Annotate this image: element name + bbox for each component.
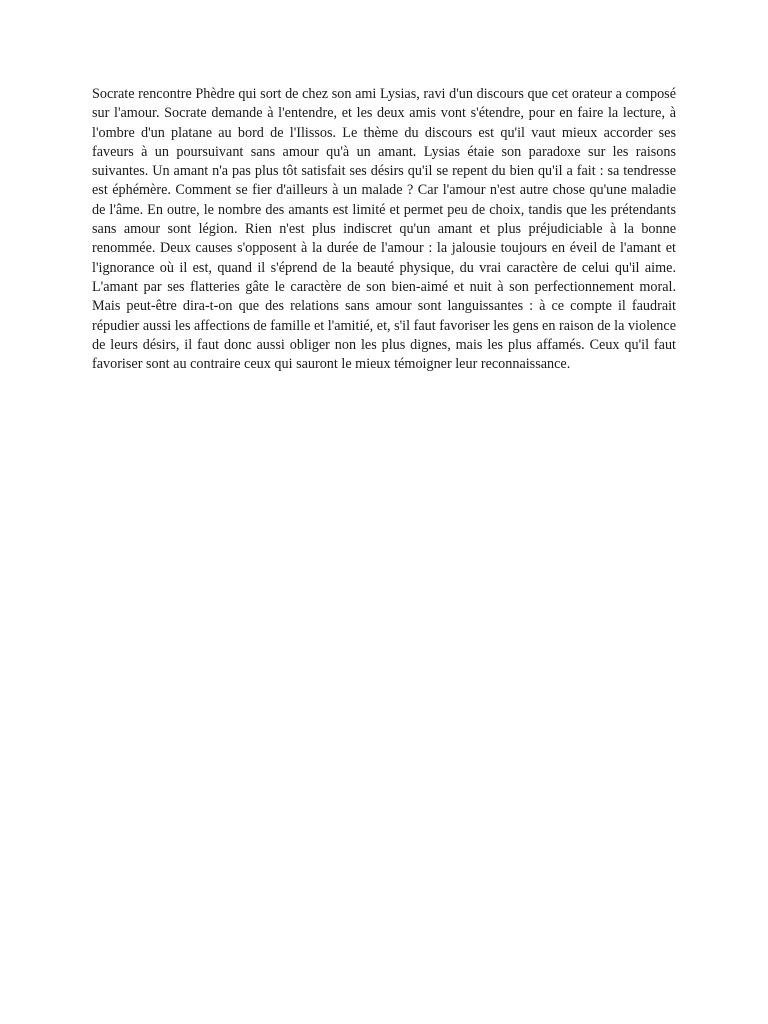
- body-paragraph: Socrate rencontre Phèdre qui sort de chez son ami Lysias, ravi d'un discours que cet orateur a composé sur l'amour. Socrate demande à l'entendre, et les deux amis vont s'étendre, pour en faire la lecture, à l'ombre d'un platane au bord de l'Ilissos. Le thème du discours est qu'il vaut mieux accorder ses faveurs à un poursuivant sans amour qu'à un amant. Lysias étaie son paradoxe sur les raisons suivantes. Un amant n'a pas plus tôt satisfait ses désirs qu'il se repent du bien qu'il a fait : sa tendresse est éphémère. Comment se fier d'ailleurs à un malade ? Car l'amour n'est autre chose qu'une maladie de l'âme. En outre, le nombre des amants est limité et permet peu de choix, tandis que les prétendants sans amour sont légion. Rien n'est plus indiscret qu'un amant et plus préjudiciable à la bonne renommée. Deux causes s'opposent à la durée de l'amour : la jalousie toujours en éveil de l'amant et l'ignorance où il est, quand il s'éprend de la beauté physique, du vrai caractère de celui qu'il aime. L'amant par ses flatteries gâte le caractère de son bien-aimé et nuit à son perfectionnement moral. Mais peut-être dira-t-on que des relations sans amour sont languissantes : à ce compte il faudrait répudier aussi les affections de famille et l'amitié, et, s'il faut favoriser les gens en raison de la violence de leurs désirs, il faut donc aussi obliger non les plus dignes, mais les plus affamés. Ceux qu'il faut favoriser sont au contraire ceux qui sauront le mieux témoigner leur reconnaissance.: [92, 86, 676, 373]
